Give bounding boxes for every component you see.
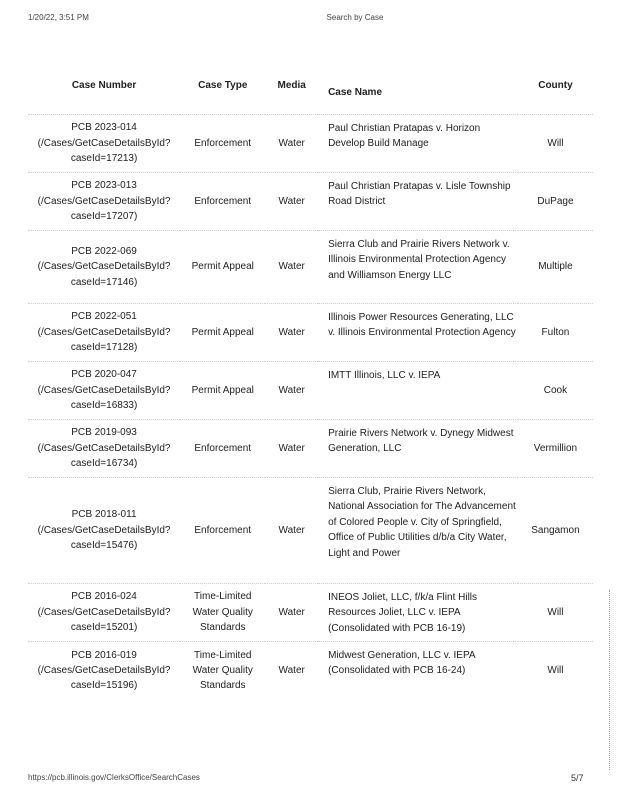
case-media: Water xyxy=(265,584,318,642)
case-type: Permit Appeal xyxy=(180,362,265,420)
case-link-path[interactable]: (/Cases/GetCaseDetailsById? xyxy=(37,665,171,677)
case-number-link[interactable] xyxy=(28,115,180,173)
case-link-id[interactable]: caseId=15476) xyxy=(70,540,138,552)
case-county: Vermillion xyxy=(518,420,593,478)
case-link-path[interactable]: (/Cases/GetCaseDetailsById? xyxy=(37,442,171,454)
case-media: Water xyxy=(265,478,318,584)
case-media: Water xyxy=(265,304,318,362)
header-case-name[interactable]: Case Name xyxy=(328,87,382,99)
case-type: Enforcement xyxy=(180,173,265,231)
case-number-link[interactable] xyxy=(28,362,180,420)
case-link-id[interactable]: caseId=17128) xyxy=(70,342,138,354)
case-id[interactable]: PCB 2023-014 xyxy=(71,122,137,134)
case-link-path[interactable]: (/Cases/GetCaseDetailsById? xyxy=(37,326,171,338)
case-number-link[interactable] xyxy=(28,478,180,584)
case-type: Permit Appeal xyxy=(180,231,265,304)
print-page-number: 5/7 xyxy=(571,773,584,783)
case-table xyxy=(28,58,593,700)
case-id[interactable]: PCB 2016-019 xyxy=(71,649,137,661)
case-name: Paul Christian Pratapas v. Horizon Develop Build Manage xyxy=(318,115,518,173)
print-footer-url: https://pcb.illinois.gov/ClerksOffice/SearchCases xyxy=(28,773,200,782)
case-link-path[interactable]: (/Cases/GetCaseDetailsById? xyxy=(37,261,171,273)
case-id[interactable]: PCB 2018-011 xyxy=(71,509,137,521)
case-type: Permit Appeal xyxy=(180,304,265,362)
case-link-id[interactable]: caseId=15201) xyxy=(70,622,138,634)
case-link-path[interactable]: (/Cases/GetCaseDetailsById? xyxy=(37,195,171,207)
table-row xyxy=(28,231,593,304)
case-id[interactable]: PCB 2023-013 xyxy=(71,180,137,192)
case-type: Time-Limited Water Quality Standards xyxy=(180,584,265,642)
case-link-id[interactable]: caseId=16833) xyxy=(70,400,138,412)
case-number-link[interactable] xyxy=(28,173,180,231)
header-case-type[interactable]: Case Type xyxy=(198,80,248,92)
case-name: Paul Christian Pratapas v. Lisle Township Road District xyxy=(318,173,518,231)
case-type: Enforcement xyxy=(180,420,265,478)
case-number-link[interactable] xyxy=(28,231,180,304)
case-id[interactable]: PCB 2020-047 xyxy=(71,369,137,381)
case-county: Will xyxy=(518,642,593,700)
case-media: Water xyxy=(265,115,318,173)
table-row xyxy=(28,115,593,173)
case-id[interactable]: PCB 2016-024 xyxy=(71,591,137,603)
case-name: Sierra Club, Prairie Rivers Network, National Association for The Advancement of Colored People v. City of Springfield, Office of Public Utilities d/b/a City Water, Light and Power xyxy=(318,478,518,584)
table-row xyxy=(28,420,593,478)
case-link-path[interactable]: (/Cases/GetCaseDetailsById? xyxy=(37,137,171,149)
case-number-link[interactable] xyxy=(28,304,180,362)
table-row xyxy=(28,642,593,700)
case-type: Enforcement xyxy=(180,478,265,584)
case-name: Sierra Club and Prairie Rivers Network v. Illinois Environmental Protection Agency and Williamson Energy LLC xyxy=(318,231,518,304)
case-media: Water xyxy=(265,362,318,420)
table-header-row xyxy=(28,58,593,115)
case-media: Water xyxy=(265,173,318,231)
table-row xyxy=(28,478,593,584)
table-row xyxy=(28,362,593,420)
case-county: DuPage xyxy=(518,173,593,231)
case-link-id[interactable]: caseId=17213) xyxy=(70,153,138,165)
scan-edge-mark xyxy=(609,590,610,770)
case-county: Sangamon xyxy=(518,478,593,584)
case-name: IMTT Illinois, LLC v. IEPA xyxy=(318,362,518,420)
case-media: Water xyxy=(265,420,318,478)
table-row xyxy=(28,173,593,231)
case-link-path[interactable]: (/Cases/GetCaseDetailsById? xyxy=(37,606,171,618)
case-link-path[interactable]: (/Cases/GetCaseDetailsById? xyxy=(37,384,171,396)
case-type: Enforcement xyxy=(180,115,265,173)
case-name: INEOS Joliet, LLC, f/k/a Flint Hills Resources Joliet, LLC v. IEPA (Consolidated with PCB 16-19) xyxy=(318,584,518,642)
header-media[interactable]: Media xyxy=(277,80,306,92)
case-county: Cook xyxy=(518,362,593,420)
case-link-id[interactable]: caseId=17146) xyxy=(70,276,138,288)
case-county: Fulton xyxy=(518,304,593,362)
case-id[interactable]: PCB 2019-093 xyxy=(71,427,137,439)
case-number-link[interactable] xyxy=(28,584,180,642)
case-link-id[interactable]: caseId=17207) xyxy=(70,211,138,223)
case-media: Water xyxy=(265,231,318,304)
case-name: Midwest Generation, LLC v. IEPA (Consolidated with PCB 16-24) xyxy=(318,642,518,700)
case-name: Illinois Power Resources Generating, LLC v. Illinois Environmental Protection Agency xyxy=(318,304,518,362)
case-media: Water xyxy=(265,642,318,700)
case-county: Multiple xyxy=(518,231,593,304)
case-type: Time-Limited Water Quality Standards xyxy=(180,642,265,700)
case-number-link[interactable] xyxy=(28,420,180,478)
case-id[interactable]: PCB 2022-051 xyxy=(71,311,137,323)
print-page-title: Search by Case xyxy=(326,13,384,22)
case-name: Prairie Rivers Network v. Dynegy Midwest Generation, LLC xyxy=(318,420,518,478)
case-link-path[interactable]: (/Cases/GetCaseDetailsById? xyxy=(37,524,171,536)
table-row xyxy=(28,584,593,642)
header-case-number[interactable]: Case Number xyxy=(71,80,137,92)
case-link-id[interactable]: caseId=16734) xyxy=(70,458,138,470)
print-datetime: 1/20/22, 3:51 PM xyxy=(28,13,89,22)
table-row xyxy=(28,304,593,362)
case-link-id[interactable]: caseId=15196) xyxy=(70,680,138,692)
case-number-link[interactable] xyxy=(28,642,180,700)
case-county: Will xyxy=(518,584,593,642)
case-id[interactable]: PCB 2022-069 xyxy=(71,245,137,257)
header-county[interactable]: County xyxy=(538,80,573,92)
case-county: Will xyxy=(518,115,593,173)
